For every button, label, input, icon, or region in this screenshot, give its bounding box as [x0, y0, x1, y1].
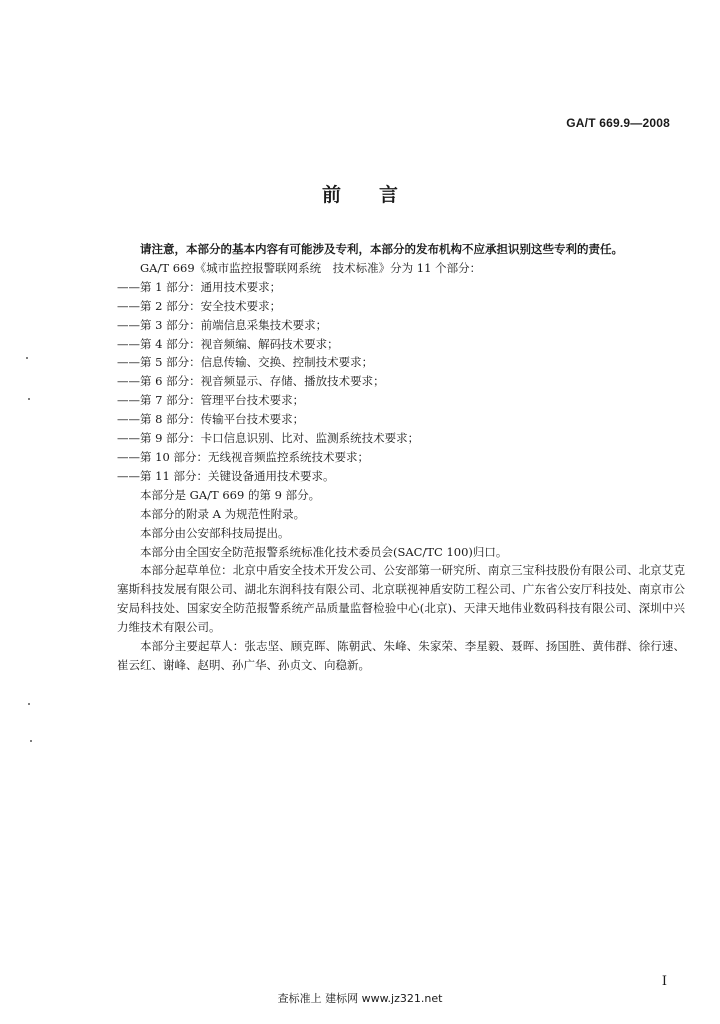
standard-code: GA/T 669.9—2008 [566, 116, 670, 130]
list-item: ——第 5 部分：信息传输、交换、控制技术要求； [117, 355, 374, 370]
footer-watermark: 查标准上 建标网 www.jz321.net [277, 992, 443, 1005]
parts-list [117, 278, 685, 486]
list-item: ——第 9 部分：卡口信息识别、比对、监测系统技术要求； [117, 431, 420, 446]
patent-notice: 请注意，本部分的基本内容有可能涉及专利，本部分的发布机构不应承担识别这些专利的责任。 [140, 242, 623, 256]
statement-appendix: 本部分的附录 A 为规范性附录。 [140, 506, 306, 521]
page-title: 前言 [321, 184, 436, 206]
page-number: I [661, 974, 667, 989]
list-item: ——第 11 部分：关键设备通用技术要求。 [117, 468, 335, 483]
drafters: 本部分主要起草人：张志坚、顾克晖、陈朝武、朱峰、朱家荣、李星毅、聂晖、扬国胜、黄伟群、徐行速、崔云红、谢峰、赵明、孙广华、孙贞文、向稳新。 [117, 639, 685, 672]
list-item: ——第 8 部分：传输平台技术要求； [117, 412, 305, 427]
scan-speck [28, 703, 30, 705]
statement-part-number: 本部分是 GA/T 669 的第 9 部分。 [140, 487, 321, 502]
statement-committee: 本部分由全国安全防范报警系统标准化技术委员会(SAC/TC 100)归口。 [140, 544, 508, 559]
list-item: ——第 2 部分：安全技术要求； [117, 298, 282, 313]
statement-proposer: 本部分由公安部科技局提出。 [140, 525, 290, 540]
list-item: ——第 7 部分：管理平台技术要求； [117, 393, 305, 408]
drafting-units: 本部分起草单位：北京中盾安全技术开发公司、公安部第一研究所、南京三宝科技股份有限公司、北京艾克塞斯科技发展有限公司、湖北东润科技有限公司、北京联视神盾安防工程公司、广东省公安厅科技处、南京市公安局科技处、国家安全防范报警系统产品质量监督检验中心(北京)、天津天地伟业数码科技有限公司、深圳中兴力维技术有限公司。 [117, 563, 685, 635]
scan-speck [26, 357, 28, 359]
document-body [117, 240, 685, 675]
list-item: ——第 10 部分：无线视音频监控系统技术要求； [117, 449, 369, 464]
list-item: ——第 1 部分：通用技术要求； [117, 279, 282, 294]
intro-line: GA/T 669《城市监控报警联网系统 技术标准》分为 11 个部分： [140, 260, 482, 275]
list-item: ——第 4 部分：视音频编、解码技术要求； [117, 336, 339, 351]
list-item: ——第 6 部分：视音频显示、存储、播放技术要求； [117, 374, 385, 389]
scan-speck [30, 740, 32, 742]
list-item: ——第 3 部分：前端信息采集技术要求； [117, 317, 328, 332]
scan-speck [28, 398, 30, 400]
